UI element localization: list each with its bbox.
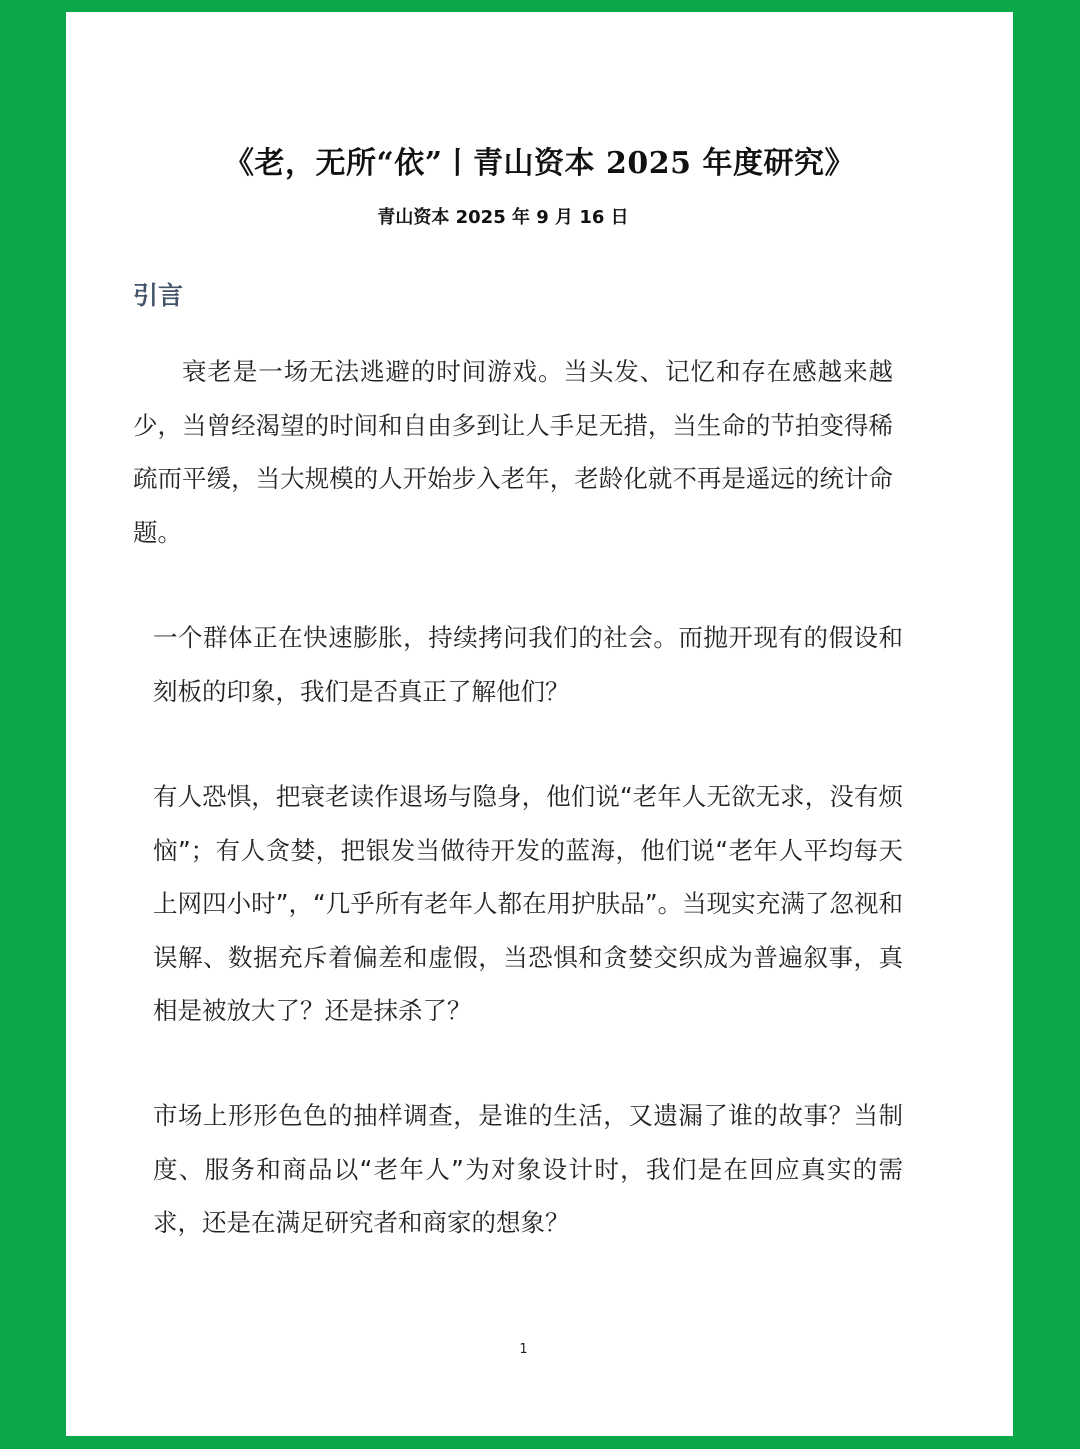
section-heading: 引言	[133, 281, 184, 310]
paragraph-2: 一个群体正在快速膨胀，持续拷问我们的社会。而抛开现有的假设和刻板的印象，我们是否真正了解他们？	[153, 623, 903, 706]
document-title: 《老，无所“依”丨青山资本 2025 年度研究》	[224, 146, 855, 181]
page-number: 1	[519, 1342, 528, 1357]
paragraph-3: 有人恐惧，把衰老读作退场与隐身，他们说“老年人无欲无求，没有烦恼”；有人贪婪，把银发当做待开发的蓝海，他们说“老年人平均每天上网四小时”，“几乎所有老年人都在用护肤品”。当现实充满了忽视和误解、数据充斥着偏差和虚假，当恐惧和贪婪交织成为普遍叙事，真相是被放大了？还是抹杀了？	[153, 782, 903, 1025]
document-byline: 青山资本 2025 年 9 月 16 日	[377, 207, 629, 228]
document-page	[66, 12, 1013, 1436]
paragraph-4: 市场上形形色色的抽样调查，是谁的生活，又遗漏了谁的故事？当制度、服务和商品以“老年人”为对象设计时，我们是在回应真实的需求，还是在满足研究者和商家的想象？	[153, 1101, 903, 1237]
paragraph-1: 衰老是一场无法逃避的时间游戏。当头发、记忆和存在感越来越少，当曾经渴望的时间和自由多到让人手足无措，当生命的节拍变得稀疏而平缓，当大规模的人开始步入老年，老龄化就不再是遥远的统计命题。	[133, 357, 893, 547]
